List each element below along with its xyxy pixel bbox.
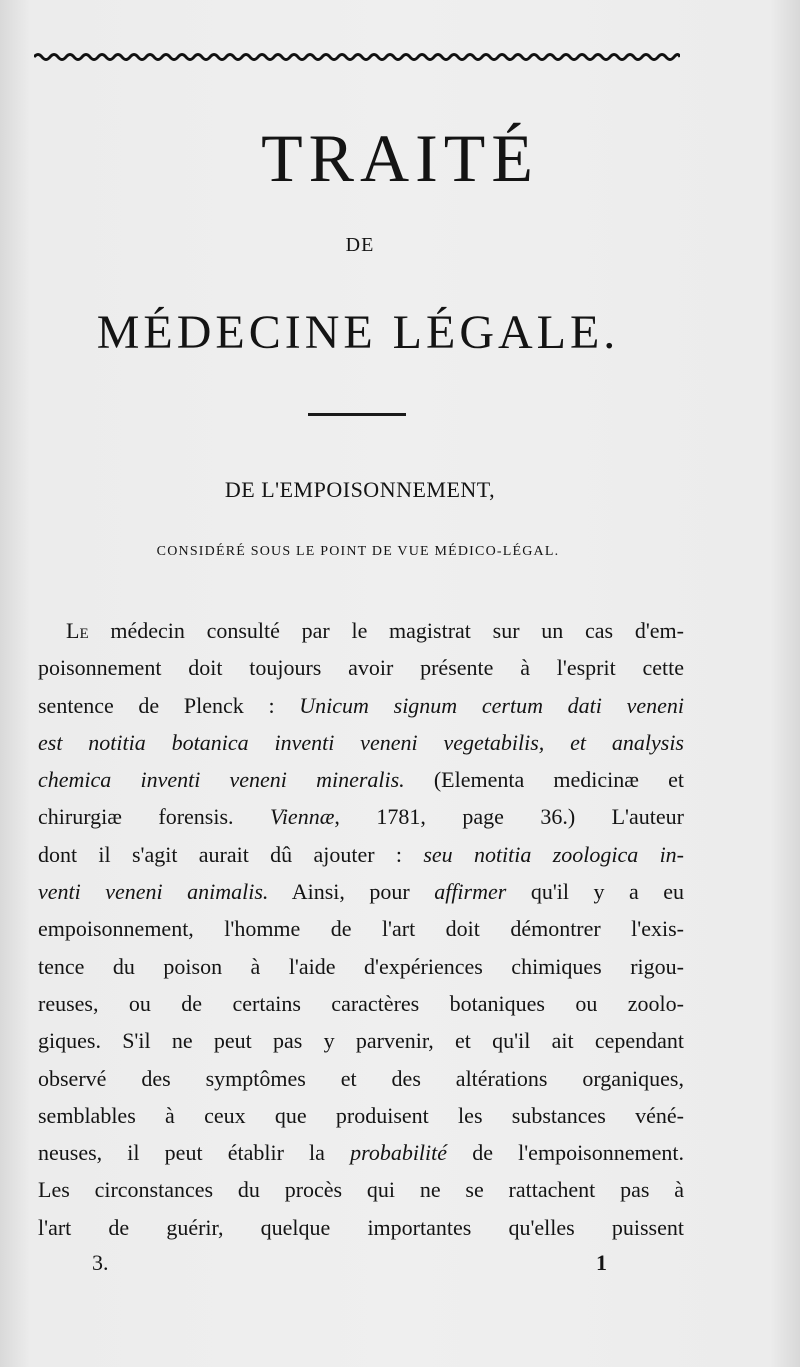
section-subheading: CONSIDÉRÉ SOUS LE POINT DE VUE MÉDICO-LÉGAL. bbox=[156, 544, 560, 559]
body-line: empoisonnement, l'homme de l'art doit démontrer l'exis- bbox=[38, 916, 684, 942]
book-subject: MÉDECINE LÉGALE. bbox=[96, 306, 620, 359]
body-line: observé des symptômes et des altérations organiques, bbox=[38, 1065, 684, 1091]
body-line: chirurgiæ forensis. Viennæ, 1781, page 36.) L'auteur bbox=[38, 804, 684, 830]
italic-phrase: Viennæ bbox=[270, 804, 335, 830]
body-line: reuses, ou de certains caractères botaniques ou zoolo- bbox=[38, 990, 684, 1016]
section-heading: DE L'EMPOISONNEMENT, bbox=[224, 477, 496, 502]
body-line: tence du poison à l'aide d'expériences chimiques rigou- bbox=[38, 953, 684, 979]
body-paragraph bbox=[38, 612, 684, 1246]
body-line: neuses, il peut établir la probabilité de l'empoisonnement. bbox=[38, 1140, 684, 1166]
body-line: Le médecin consulté par le magistrat sur un cas d'em- bbox=[66, 618, 684, 643]
body-line: sentence de Plenck : Unicum signum certum dati veneni bbox=[38, 692, 684, 718]
page-number: 1 bbox=[596, 1250, 607, 1275]
title-connector: DE bbox=[345, 234, 375, 256]
drop-word: Le bbox=[66, 618, 89, 643]
body-line: l'art de guérir, quelque importantes qu'elles puissent bbox=[38, 1214, 684, 1240]
body-line: poisonnement doit toujours avoir présente à l'esprit cette bbox=[38, 655, 684, 681]
italic-phrase: est notitia botanica inventi veneni vegetabilis bbox=[38, 729, 539, 755]
italic-phrase: Unicum signum certum dati veneni bbox=[299, 692, 684, 718]
body-line: Les circonstances du procès qui ne se rattachent pas à bbox=[38, 1177, 684, 1203]
body-line: semblables à ceux que produisent les substances véné- bbox=[38, 1102, 684, 1128]
book-title: TRAITÉ bbox=[261, 120, 539, 196]
ornamental-top-rule bbox=[34, 50, 680, 64]
title-divider-rule bbox=[308, 413, 406, 416]
body-line: dont il s'agit aurait dû ajouter : seu notitia zoologica in- bbox=[38, 841, 684, 867]
body-line: chemica inventi veneni mineralis. (Elementa medicinæ et bbox=[38, 767, 684, 793]
body-line: giques. S'il ne peut pas y parvenir, et qu'il ait cependant bbox=[38, 1028, 684, 1054]
italic-phrase: probabilité bbox=[350, 1140, 448, 1166]
signature-mark: 3. bbox=[92, 1250, 109, 1275]
italic-phrase: affirmer bbox=[434, 879, 507, 905]
italic-phrase: seu notitia zoologica in- bbox=[423, 841, 684, 867]
body-line: est notitia botanica inventi veneni vegetabilis, et analysis bbox=[38, 729, 684, 755]
italic-phrase: venti veneni animalis. bbox=[38, 879, 269, 905]
italic-phrase: analysis bbox=[611, 729, 684, 755]
body-line: venti veneni animalis. Ainsi, pour affirmer qu'il y a eu bbox=[38, 879, 684, 905]
italic-phrase: chemica inventi veneni mineralis. bbox=[38, 767, 405, 793]
